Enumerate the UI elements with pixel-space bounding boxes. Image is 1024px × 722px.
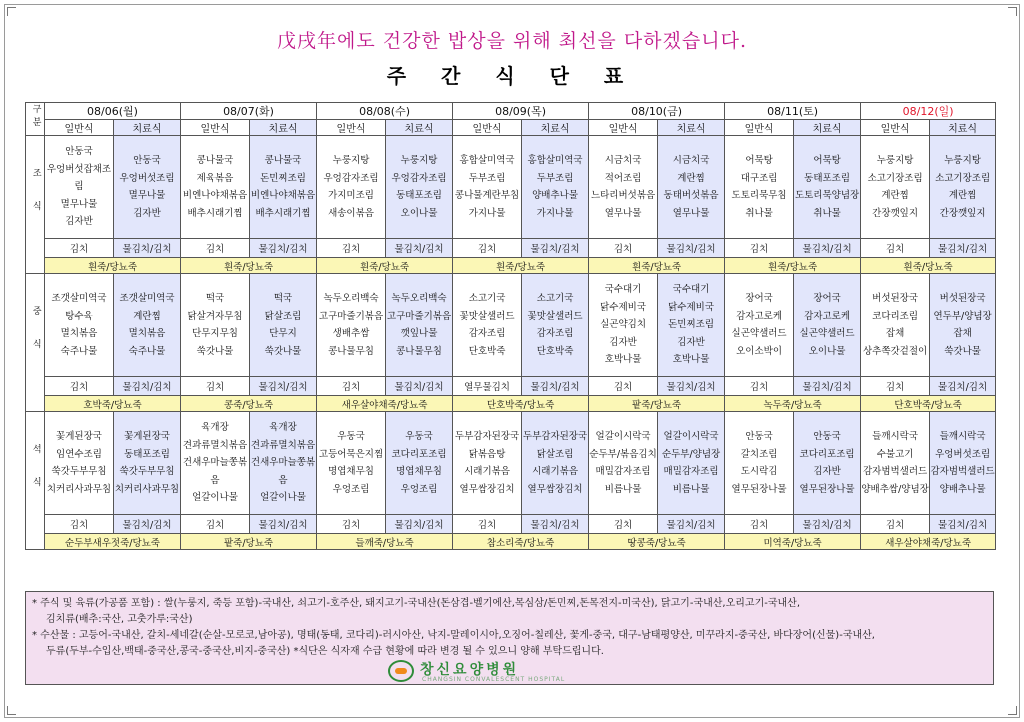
kimchi-therapy: 물김치/김치 [386,377,453,396]
dish-list-therapy: 버섯된장국 연두부/양념장 잡채 쑥갓나물 [930,274,996,377]
porridge-cell: 팥죽/당뇨죽 [181,534,317,550]
hospital-logo [388,660,616,684]
porridge-cell: 흰죽/당뇨죽 [45,258,181,274]
kimchi-therapy: 물김치/김치 [522,515,589,534]
porridge-cell: 흰죽/당뇨죽 [589,258,725,274]
porridge-cell: 단호박죽/당뇨죽 [453,396,589,412]
meal-type-general: 일반식 [181,120,250,136]
kimchi-general: 김치 [589,239,658,258]
porridge-cell: 호박죽/당뇨죽 [45,396,181,412]
kimchi-general: 김치 [725,515,794,534]
weekly-menu-table [25,102,996,550]
dish-list-therapy: 안동국 코다리포조림 김자반 열무된장나물 [794,412,861,515]
kimchi-general: 김치 [589,377,658,396]
porridge-cell: 새우살야채죽/당뇨죽 [861,534,996,550]
porridge-cell: 땅콩죽/당뇨죽 [589,534,725,550]
dish-list-general: 누룽지탕 소고기장조림 계란찜 간장깻잎지 [861,136,930,239]
kimchi-therapy: 물김치/김치 [250,377,317,396]
meal-type-therapy: 치료식 [930,120,996,136]
dish-list-therapy: 들깨시락국 우엉버섯조림 감자범벅샐러드 양배추나물 [930,412,996,515]
dish-list-therapy: 홍합살미역국 두부조림 양배추나물 가지나물 [522,136,589,239]
meal-label [26,136,45,274]
kimchi-general: 김치 [317,515,386,534]
dish-list-therapy: 콩나물국 돈민찌조림 비엔나야채볶음 배추시래기찜 [250,136,317,239]
porridge-cell: 흰죽/당뇨죽 [317,258,453,274]
dish-list-general: 얼갈이시락국 순두부/볶음김치 매밀감자조림 비름나물 [589,412,658,515]
dish-list-general: 녹두오리백숙 고구마줄기볶음 생배추쌈 콩나물무침 [317,274,386,377]
porridge-cell: 흰죽/당뇨죽 [725,258,861,274]
porridge-cell: 들깨죽/당뇨죽 [317,534,453,550]
kimchi-therapy: 물김치/김치 [386,239,453,258]
dish-list-therapy: 시금치국 계란찜 동태버섯볶음 열무나물 [658,136,725,239]
dish-list-therapy: 두부감자된장국 닭살조림 시래기볶음 열무쌈장김치 [522,412,589,515]
dish-list-general: 콩나물국 제육볶음 비엔나야채볶음 배추시래기찜 [181,136,250,239]
porridge-cell: 흰죽/당뇨죽 [861,258,996,274]
dish-list-therapy: 국수대기 닭수제비국 돈민찌조림 김자반 호박나물 [658,274,725,377]
dish-list-general: 조갯살미역국 탕수육 멸치볶음 숙주나물 [45,274,114,377]
kimchi-therapy: 물김치/김치 [114,377,181,396]
dish-list-therapy: 안동국 우엉버섯조림 멸무나물 김자반 [114,136,181,239]
kimchi-therapy: 물김치/김치 [930,515,996,534]
dish-list-therapy: 떡국 닭살조림 단무지 쑥갓나물 [250,274,317,377]
kimchi-therapy: 물김치/김치 [930,239,996,258]
porridge-cell: 녹두죽/당뇨죽 [725,396,861,412]
dish-list-general: 시금치국 적어조림 느타리버섯볶음 열무나물 [589,136,658,239]
note-line: 두류(두부-수입산,백태-중국산,콩국-중국산,비지-중국산) *식단은 식자재 수급 현황에 따라 변경 될 수 있으니 양해 부탁드립니다. [46,646,604,657]
dish-list-general: 소고기국 꽃맛살샐러드 감자조림 단호박죽 [453,274,522,377]
dish-list-therapy: 조갯살미역국 계란찜 멸치볶음 숙주나물 [114,274,181,377]
meal-type-therapy: 치료식 [658,120,725,136]
meal-type-general: 일반식 [45,120,114,136]
logo-text: 창신요양병원 [420,662,520,678]
day-header: 08/08(수) [317,103,453,120]
meal-type-general: 일반식 [861,120,930,136]
meal-label-text: 석식 [30,443,41,510]
porridge-cell: 흰죽/당뇨죽 [453,258,589,274]
kimchi-therapy: 물김치/김치 [386,515,453,534]
kimchi-general: 김치 [453,515,522,534]
slogan: 戊戌年에도 건강한 밥상을 위해 최선을 다하겠습니다. [277,30,747,52]
day-header: 08/12(일) [861,103,996,120]
kimchi-general: 김치 [725,239,794,258]
gubun-label: 구분 [30,103,41,130]
note-line: 김치류(배추:국산, 고춧가루:국산) [46,614,193,625]
kimchi-general: 김치 [861,515,930,534]
kimchi-general: 김치 [45,239,114,258]
kimchi-therapy: 물김치/김치 [522,377,589,396]
dish-list-therapy: 어묵탕 동태포조림 도토리묵양념장 취나물 [794,136,861,239]
meal-type-therapy: 치료식 [386,120,453,136]
kimchi-therapy: 물김치/김치 [658,515,725,534]
meal-type-general: 일반식 [725,120,794,136]
dish-list-general: 홍합살미역국 두부조림 콩나물계란부침 가지나물 [453,136,522,239]
crop-mark [1008,706,1017,715]
dish-list-therapy: 얼갈이시락국 순두부/양념장 매밀감자조림 비름나물 [658,412,725,515]
note-line: * 주식 및 육류(가공품 포함) : 쌀(누룽지, 죽등 포함)-국내산, 쇠고기-호주산, 돼지고기-국내산(돈삼겹-벨기에산,목심삼/돈민찌,돈목전지-미국산), 닭고기-국내산,오리고기-국내산, [32,598,801,609]
porridge-cell: 미역죽/당뇨죽 [725,534,861,550]
dish-list-therapy: 우동국 코다리포조림 명엽채무침 우엉조림 [386,412,453,515]
kimchi-therapy: 물김치/김치 [658,239,725,258]
dish-list-therapy: 누룽지탕 우엉감자조림 동태포조림 오이나물 [386,136,453,239]
porridge-cell: 팥죽/당뇨죽 [589,396,725,412]
dish-list-general: 안동국 갈치조림 도시락김 열무된장나물 [725,412,794,515]
logo-subtext: CHANGSIN CONVALESCENT HOSPITAL [422,676,566,683]
meal-type-therapy: 치료식 [794,120,861,136]
kimchi-therapy: 물김치/김치 [114,239,181,258]
porridge-cell: 흰죽/당뇨죽 [181,258,317,274]
day-header: 08/10(금) [589,103,725,120]
kimchi-general: 김치 [45,515,114,534]
meal-label-text: 중식 [30,305,41,372]
dish-list-general: 국수대기 닭수제비국 실곤약김치 김자반 호박나물 [589,274,658,377]
dish-list-general: 어묵탕 대구조림 도토리묵무침 취나물 [725,136,794,239]
kimchi-therapy: 물김치/김치 [794,515,861,534]
dish-list-general: 들깨시락국 수불고기 감자범벅샐러드 양배추쌈/양념장 [861,412,930,515]
kimchi-therapy: 물김치/김치 [114,515,181,534]
meal-label [26,274,45,412]
kimchi-therapy: 물김치/김치 [930,377,996,396]
meal-type-therapy: 치료식 [250,120,317,136]
dish-list-therapy: 꽃게된장국 동태포조림 쑥갓두부무침 치커리사과무침 [114,412,181,515]
kimchi-general: 김치 [181,239,250,258]
kimchi-general: 김치 [453,239,522,258]
dish-list-general: 버섯된장국 코다리조림 잡채 상추쪽갓겉절이 [861,274,930,377]
kimchi-therapy: 물김치/김치 [522,239,589,258]
dish-list-therapy: 소고기국 꽃맛살샐러드 감자조림 단호박죽 [522,274,589,377]
dish-list-therapy: 누룽지탕 소고기장조림 계란찜 간장깻잎지 [930,136,996,239]
kimchi-therapy: 물김치/김치 [658,377,725,396]
porridge-cell: 단호박죽/당뇨죽 [861,396,996,412]
kimchi-general: 열무물김치 [453,377,522,396]
note-line: * 수산물 : 고등어-국내산, 갈치-세네갈(순살-모로코,남아공), 명태(동태, 코다리)-러시아산, 낙지-말레이시아,오징어-칠레산, 꽃게-중국, 대구-남태평양산, 미꾸라지-중국산, 바다장어(신물)-국내산, [32,630,875,641]
day-header: 08/06(월) [45,103,181,120]
kimchi-general: 김치 [861,377,930,396]
kimchi-therapy: 물김치/김치 [794,377,861,396]
kimchi-therapy: 물김치/김치 [794,239,861,258]
page-title: 주 간 식 단 표 [386,64,638,88]
kimchi-general: 김치 [181,377,250,396]
dish-list-general: 누룽지탕 우엉감자조림 가지미조림 새송이볶음 [317,136,386,239]
kimchi-therapy: 물김치/김치 [250,515,317,534]
day-header: 08/11(토) [725,103,861,120]
dish-list-general: 떡국 닭살겨자무침 단무지무침 쑥갓나물 [181,274,250,377]
kimchi-general: 김치 [181,515,250,534]
meal-label [26,412,45,550]
logo-mark-icon [388,660,414,682]
meal-label-text: 조식 [30,167,41,234]
meal-type-general: 일반식 [453,120,522,136]
kimchi-general: 김치 [861,239,930,258]
kimchi-general: 김치 [317,377,386,396]
day-header: 08/09(목) [453,103,589,120]
porridge-cell: 순두부새우젓죽/당뇨죽 [45,534,181,550]
meal-type-therapy: 치료식 [114,120,181,136]
dish-list-general: 두부감자된장국 닭볶음탕 시래기볶음 열무쌈장김치 [453,412,522,515]
porridge-cell: 새우살야채죽/당뇨죽 [317,396,453,412]
meal-type-general: 일반식 [317,120,386,136]
column-header-gubun [26,103,45,136]
meal-type-therapy: 치료식 [522,120,589,136]
kimchi-general: 김치 [45,377,114,396]
crop-mark [1008,7,1017,16]
dish-list-general: 꽃게된장국 임연수조림 쑥갓두부무침 치커리사과무침 [45,412,114,515]
dish-list-general: 장어국 감자고로케 실곤약샐러드 오이소박이 [725,274,794,377]
kimchi-therapy: 물김치/김치 [250,239,317,258]
dish-list-therapy: 장어국 감자고로케 실곤약샐러드 오이나물 [794,274,861,377]
dish-list-therapy: 녹두오리백숙 고구마줄기볶음 깻잎나물 콩나물무침 [386,274,453,377]
dish-list-general: 육개장 견과류멸치볶음 건새우마늘쫑볶음 얼갈이나물 [181,412,250,515]
crop-mark [7,7,16,16]
porridge-cell: 콩죽/당뇨죽 [181,396,317,412]
crop-mark [7,706,16,715]
meal-type-general: 일반식 [589,120,658,136]
kimchi-general: 김치 [725,377,794,396]
porridge-cell: 참소리죽/당뇨죽 [453,534,589,550]
kimchi-general: 김치 [317,239,386,258]
dish-list-general: 안동국 우엉버섯잡채조림 멸무나물 김자반 [45,136,114,239]
dish-list-therapy: 육개장 견과류멸치볶음 건새우마늘쫑볶음 얼갈이나물 [250,412,317,515]
kimchi-general: 김치 [589,515,658,534]
dish-list-general: 우동국 고등어묵은지찜 명엽채무침 우엉조림 [317,412,386,515]
day-header: 08/07(화) [181,103,317,120]
